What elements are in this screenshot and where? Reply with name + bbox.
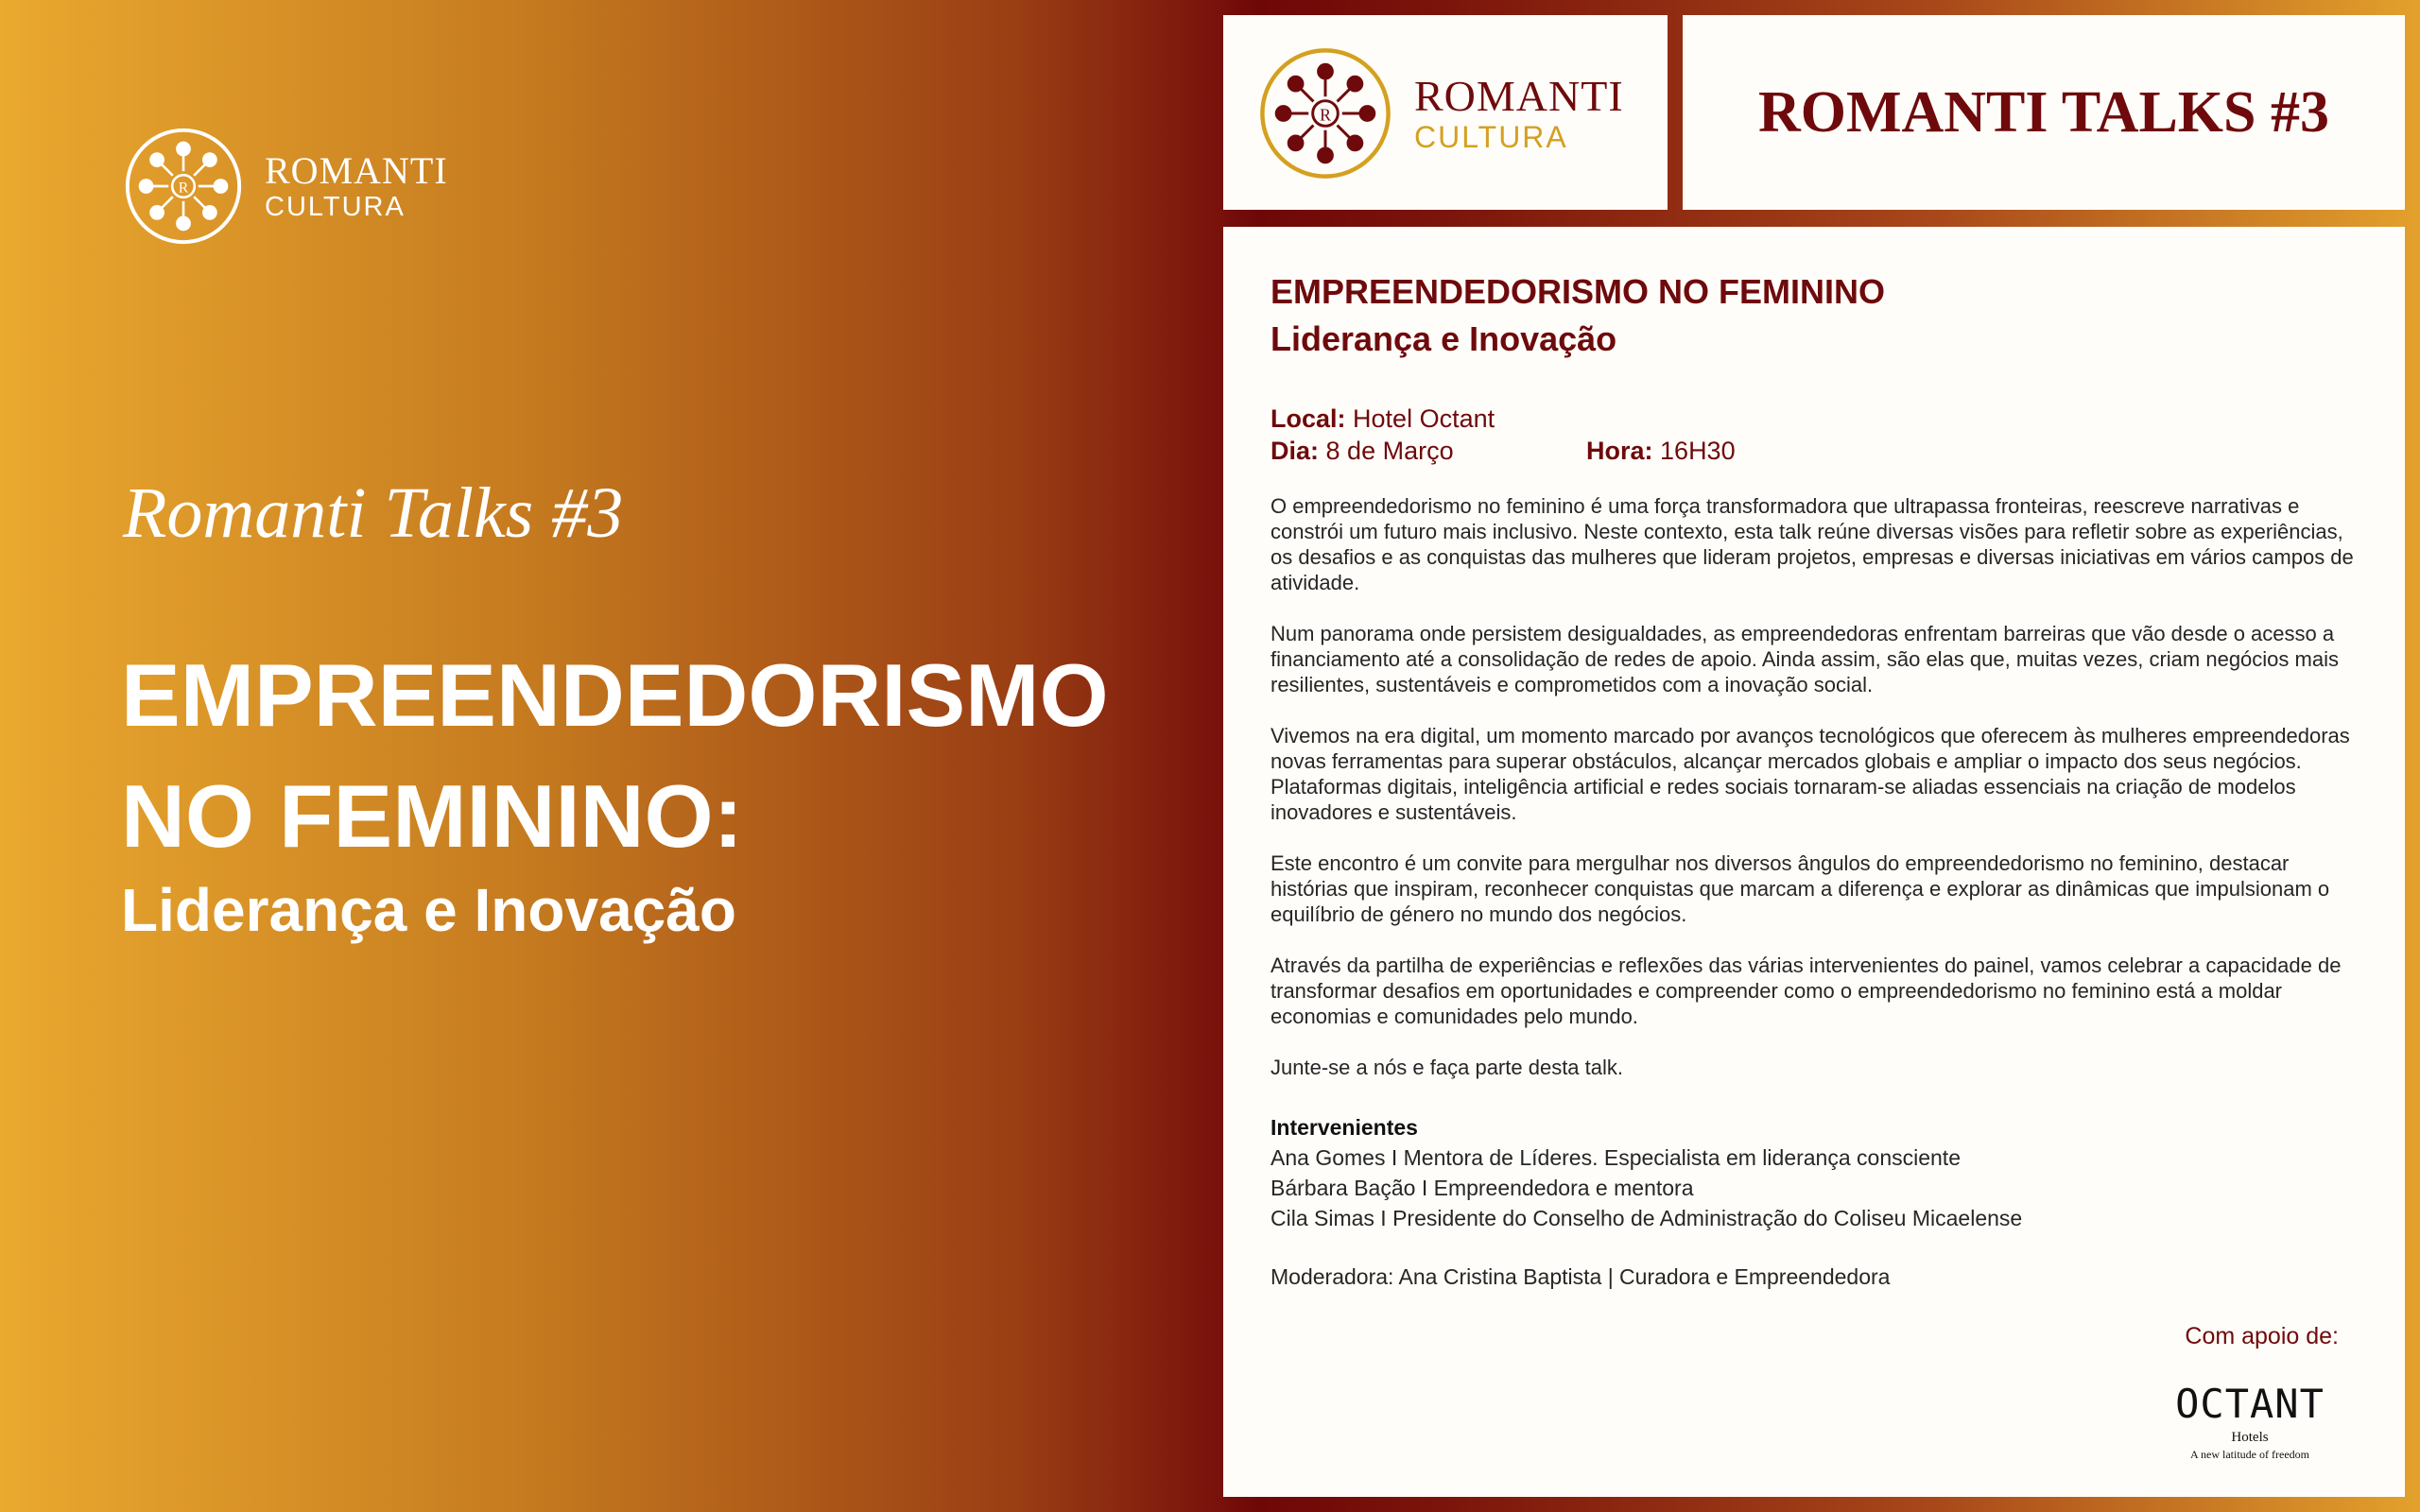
paragraph: O empreendedorismo no feminino é uma força transformadora que ultrapassa fronteiras, reescreve narrativas e constrói um futuro mais inclusivo. Neste contexto, esta talk reúne diversas visões para refletir sobre as experiências, os desafios e as conquistas das mulheres que lideram projetos, empresas e diversas iniciativas em vários campos de atividade. xyxy=(1270,494,2354,594)
header-title: ROMANTI TALKS #3 xyxy=(1757,79,2329,145)
brand-name: ROMANTI xyxy=(1414,72,1624,120)
sponsor-logo xyxy=(2174,1381,2325,1462)
document-content xyxy=(1270,268,2367,1292)
speaker-item: Bárbara Bação I Empreendedora e mentora xyxy=(1270,1176,1694,1200)
header-title-box xyxy=(1683,15,2405,210)
hero-title-line1: EMPREENDEDORISMO xyxy=(121,645,1109,745)
document-subtitle: Liderança e Inovação xyxy=(1270,319,1617,358)
paragraph: Junte-se a nós e faça parte desta talk. xyxy=(1270,1056,1624,1079)
paragraph: Vivemos na era digital, um momento marcado por avanços tecnológicos que oferecem às mulheres empreendedoras novas ferramentas para superar obstáculos, alcançar mercados globais e ampliar o impacto dos seus negócios. Plataformas digitais, inteligência artificial e redes sociais tornaram-se aliadas essenciais na criação de modelos inovadores e sustentáveis. xyxy=(1270,724,2350,824)
svg-text:R: R xyxy=(178,180,189,197)
speakers-heading: Intervenientes xyxy=(1270,1115,1418,1140)
local-value: Hotel Octant xyxy=(1353,404,1495,433)
header-brand xyxy=(1414,72,1624,154)
local-label: Local: xyxy=(1270,404,1346,433)
brand-subname: CULTURA xyxy=(265,191,406,222)
sponsor-wordmark: OCTANT xyxy=(2175,1381,2325,1427)
location-row xyxy=(1270,403,2367,435)
svg-text:R: R xyxy=(1320,105,1331,125)
hora-value: 16H30 xyxy=(1660,437,1736,465)
date-field xyxy=(1270,435,1586,467)
sponsor-line1: Hotels xyxy=(2231,1430,2269,1445)
speaker-item: Ana Gomes I Mentora de Líderes. Especialista em liderança consciente xyxy=(1270,1145,1961,1170)
description xyxy=(1270,493,2367,1080)
sponsor-tagline: A new latitude of freedom xyxy=(2190,1448,2309,1461)
hora-label: Hora: xyxy=(1586,437,1653,465)
speaker-item: Cila Simas I Presidente do Conselho de Administração do Coliseu Micaelense xyxy=(1270,1206,2023,1230)
event-details xyxy=(1270,403,2367,467)
dia-label: Dia: xyxy=(1270,437,1320,465)
date-time-row xyxy=(1270,435,2367,467)
header-logo xyxy=(1255,38,1624,189)
paragraph: Num panorama onde persistem desigualdades, as empreendedoras enfrentam barreiras que vão desde o acesso a financiamento até a consolidação de redes de apoio. Ainda assim, são elas que, muitas vezes, criam negócios mais resilientes, sustentáveis e comprometidos com a inovação social. xyxy=(1270,622,2339,696)
romanti-emblem-icon xyxy=(1255,38,1395,189)
support-section xyxy=(2185,1323,2339,1350)
brand-subname: CULTURA xyxy=(1414,120,1568,154)
dia-value: 8 de Março xyxy=(1325,437,1454,465)
time-field xyxy=(1586,435,1736,467)
hero-title-line2: NO FEMININO: xyxy=(121,766,743,866)
left-brand xyxy=(265,148,448,222)
hero-subtitle: Liderança e Inovação xyxy=(121,876,736,944)
script-title: Romanti Talks #3 xyxy=(123,473,624,553)
left-logo xyxy=(121,119,448,253)
document-title: EMPREENDEDORISMO NO FEMININO xyxy=(1270,272,1886,311)
document-body xyxy=(1223,227,2405,1497)
paragraph: Este encontro é um convite para mergulhar nos diversos ângulos do empreendedorismo no feminino, destacar histórias que inspiram, reconhecer conquistas que marcam a diferença e explorar as dinâmicas que impulsionam o equilíbrio de género no mundo dos negócios. xyxy=(1270,851,2330,926)
support-label: Com apoio de: xyxy=(2185,1323,2339,1349)
moderator: Moderadora: Ana Cristina Baptista | Curadora e Empreendedora xyxy=(1270,1264,1891,1289)
header-logo-box xyxy=(1223,15,1668,210)
hero-title xyxy=(121,635,1180,877)
romanti-emblem-icon xyxy=(121,119,246,253)
brand-name: ROMANTI xyxy=(265,148,448,192)
paragraph: Através da partilha de experiências e reflexões das várias intervenientes do painel, vamos celebrar a capacidade de transformar desafios em oportunidades e compreender como o empreendedorismo no feminino está a moldar economias e comunidades pelo mundo. xyxy=(1270,954,2342,1028)
